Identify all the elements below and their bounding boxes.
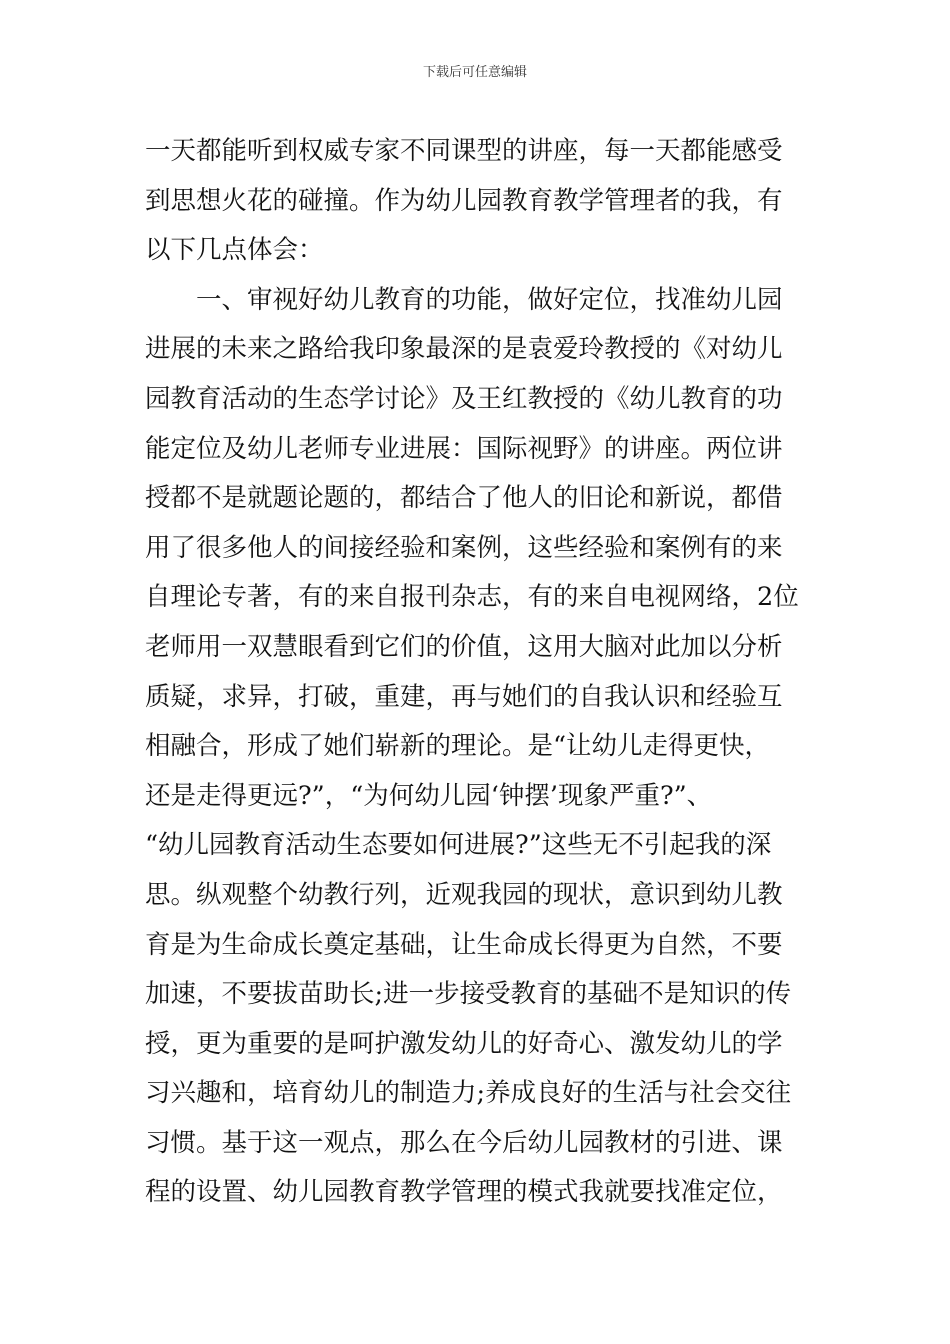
text-line: 以下几点体会： bbox=[145, 235, 324, 266]
text-line: 老师用一双慧眼看到它们的价值，这用大脑对此加以分析 bbox=[145, 631, 783, 662]
text-line: 进展的未来之路给我印象最深的是袁爱玲教授的《对幼儿 bbox=[145, 334, 783, 365]
text-line: 程的设置、幼儿园教育教学管理的模式我就要找准定位， bbox=[145, 1177, 783, 1208]
text-line: 一天都能听到权威专家不同课型的讲座，每一天都能感受 bbox=[145, 136, 783, 166]
text-line: 还是走得更远?”，“为何幼儿园‘钟摆’现象严重?”、 bbox=[145, 780, 713, 811]
text-line: 思。纵观整个幼教行列，近观我园的现状，意识到幼儿教 bbox=[145, 879, 783, 910]
text-line: 相融合，形成了她们崭新的理论。是“让幼儿走得更快， bbox=[145, 731, 771, 762]
text-line: 一、审视好幼儿教育的功能，做好定位，找准幼儿园 bbox=[145, 284, 783, 315]
text-line: 自理论专著，有的来自报刊杂志，有的来自电视网络，2位 bbox=[145, 582, 799, 613]
text-line: 到思想火花的碰撞。作为幼儿园教育教学管理者的我，有 bbox=[145, 185, 783, 216]
text-line: 加速，不要拔苗助长;进一步接受教育的基础不是知识的传 bbox=[145, 979, 792, 1010]
text-line: 育是为生命成长奠定基础，让生命成长得更为自然，不要 bbox=[145, 929, 783, 960]
text-line: 园教育活动的生态学讨论》及王红教授的《幼儿教育的功 bbox=[145, 383, 783, 414]
text-line: “幼儿园教育活动生态要如何进展?”这些无不引起我的深 bbox=[145, 830, 772, 861]
text-line: 习惯。基于这一观点，那么在今后幼儿园教材的引进、课 bbox=[145, 1127, 783, 1158]
text-line: 授都不是就题论题的，都结合了他人的旧论和新说，都借 bbox=[145, 483, 783, 514]
text-line: 授，更为重要的是呵护激发幼儿的好奇心、激发幼儿的学 bbox=[145, 1028, 783, 1059]
text-line: 习兴趣和，培育幼儿的制造力;养成良好的生活与社会交往 bbox=[145, 1078, 792, 1109]
page-header: 下载后可任意编辑 bbox=[422, 65, 527, 80]
text-line: 能定位及幼儿老师专业进展：国际视野》的讲座。两位讲 bbox=[145, 433, 783, 464]
body-text bbox=[145, 127, 815, 1218]
text-line: 质疑，求异，打破，重建，再与她们的自我认识和经验互 bbox=[145, 681, 783, 712]
text-line: 用了很多他人的间接经验和案例，这些经验和案例有的来 bbox=[145, 532, 783, 563]
